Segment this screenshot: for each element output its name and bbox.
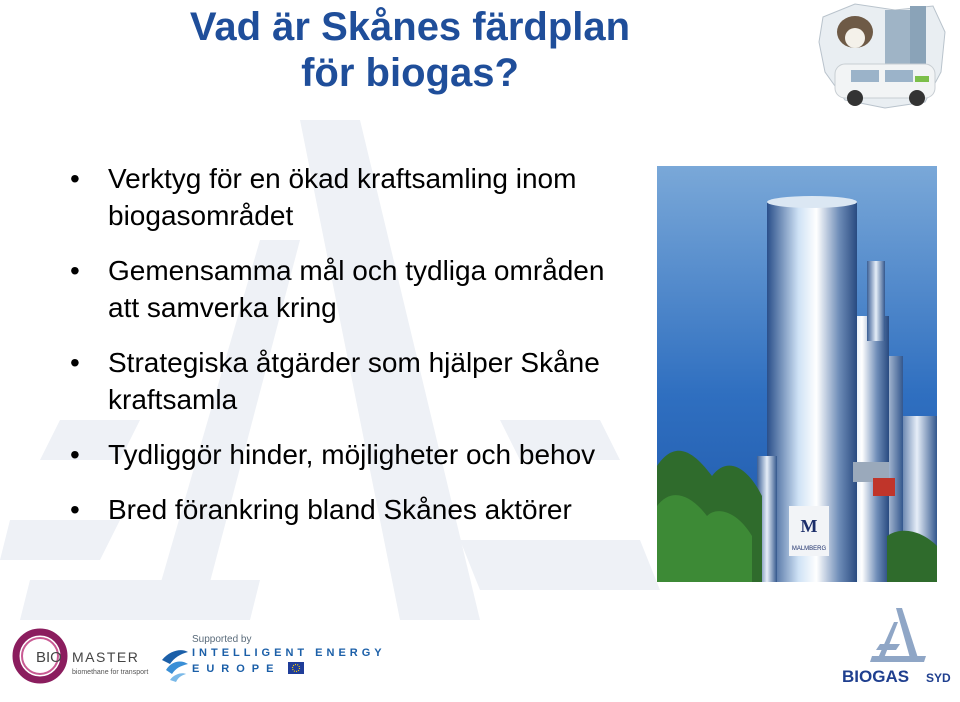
- bullet-marker: •: [70, 494, 80, 525]
- iee-line-2: EUROPE: [192, 663, 281, 675]
- biomaster-tagline: biomethane for transport: [72, 669, 149, 676]
- bullet-text: Strategiska åtgärder som hjälper Skåne kraftsamla: [108, 347, 600, 415]
- slide-title: [0, 4, 820, 96]
- skane-collage-image: [815, 2, 950, 112]
- photo-sign-monogram: M: [800, 516, 818, 536]
- bullet-item: [70, 160, 610, 234]
- biomaster-bio: BIO: [36, 649, 62, 666]
- biomaster-logo: [12, 624, 162, 694]
- bullet-text: Bred förankring bland Skånes aktörer: [108, 494, 572, 525]
- bullet-text: Gemensamma mål och tydliga områden att samverka kring: [108, 255, 605, 323]
- bullet-marker: •: [70, 439, 80, 470]
- biogas-syd-syd: SYD: [926, 671, 951, 685]
- title-line-1: Vad är Skånes färdplan: [189, 5, 631, 49]
- bullet-item: [70, 252, 610, 326]
- iee-supported-by: Supported by: [192, 634, 252, 645]
- biomaster-master: MASTER: [72, 649, 140, 665]
- title-line-2: för biogas?: [301, 51, 519, 95]
- eu-flag-icon: [288, 662, 304, 674]
- bullet-item: [70, 436, 610, 473]
- photo-sign-text: MALMBERG: [791, 546, 827, 552]
- biogas-syd-biogas: BIOGAS: [842, 667, 910, 686]
- bullet-list: [70, 160, 610, 546]
- bullet-item: [70, 491, 610, 528]
- bullet-marker: •: [70, 255, 80, 286]
- intelligent-energy-europe-logo: [160, 630, 400, 690]
- iee-line-1: INTELLIGENT ENERGY: [192, 647, 386, 659]
- biogas-syd-logo: [840, 600, 958, 696]
- bullet-marker: •: [70, 163, 80, 194]
- bullet-text: Tydliggör hinder, möjligheter och behov: [108, 439, 596, 470]
- biogas-plant-photo: [657, 166, 937, 582]
- bullet-text: Verktyg för en ökad kraftsamling inom biogasområdet: [108, 163, 577, 231]
- bullet-marker: •: [70, 347, 80, 378]
- bullet-item: [70, 344, 610, 418]
